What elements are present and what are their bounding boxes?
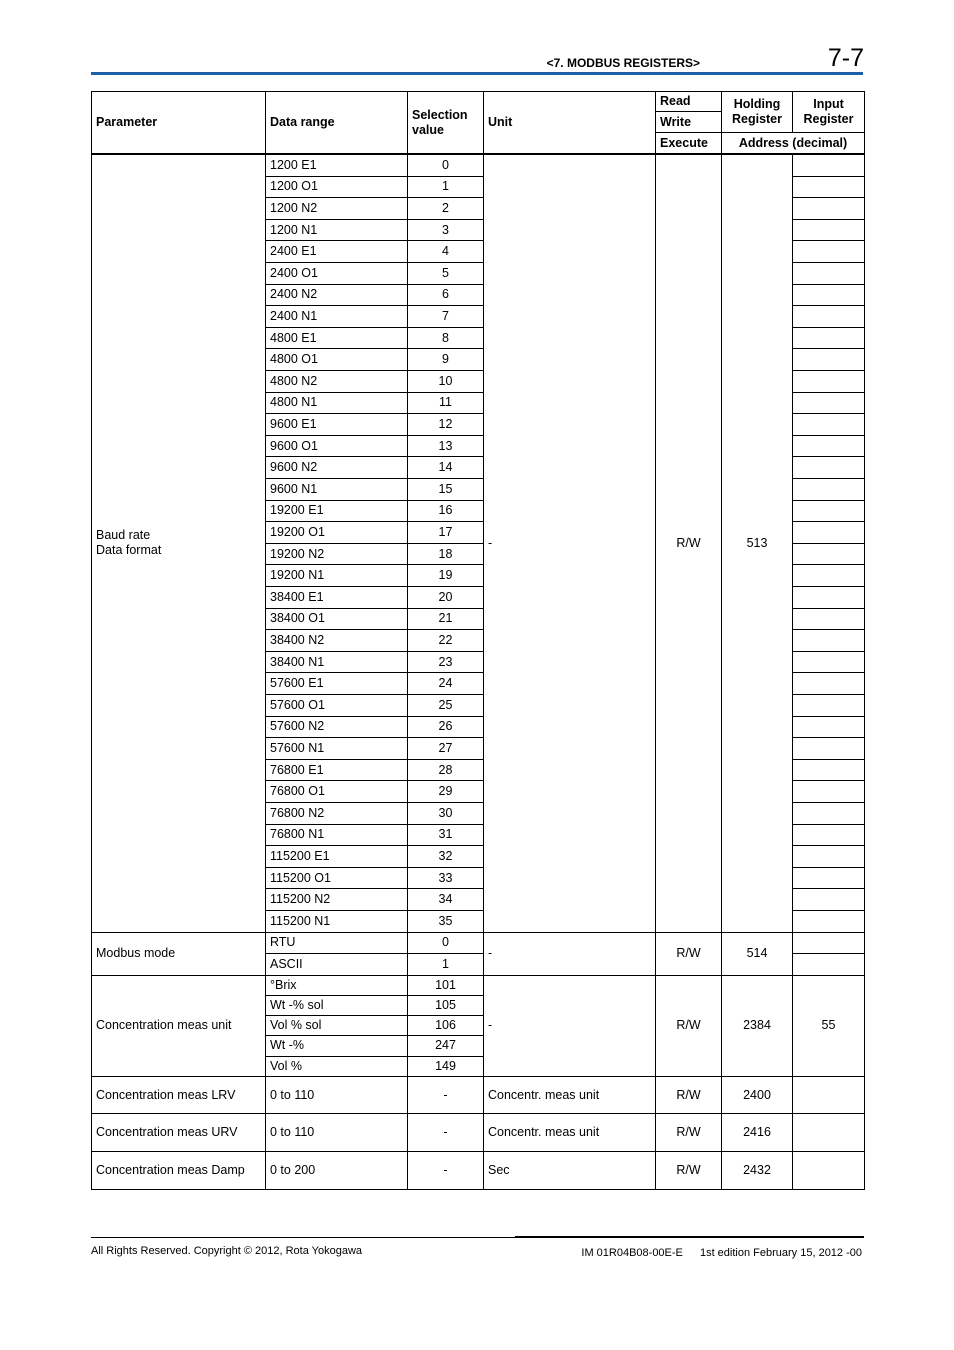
selection-value-cell: 2: [407, 197, 483, 219]
data-range-cell: 57600 O1: [265, 694, 407, 716]
data-range-cell: 9600 E1: [265, 413, 407, 435]
data-range-cell: 76800 N2: [265, 802, 407, 824]
data-range-cell: 2400 O1: [265, 262, 407, 284]
col-header-write: Write: [655, 111, 721, 132]
input-register-cell: [792, 564, 864, 586]
input-register-cell: [792, 392, 864, 414]
data-range-cell: 115200 N2: [265, 888, 407, 910]
input-register-cell: [792, 672, 864, 694]
input-register-cell: [792, 197, 864, 219]
data-range-cell: ASCII: [265, 953, 407, 975]
data-range-cell: 38400 N2: [265, 629, 407, 651]
selection-value-cell: 149: [407, 1056, 483, 1076]
input-register-cell: [792, 608, 864, 630]
data-range-cell: 1200 O1: [265, 176, 407, 198]
page-number: 7-7: [827, 44, 864, 72]
parameter-cell: Concentration meas Damp: [91, 1151, 265, 1190]
access-cell: R/W: [655, 1113, 721, 1151]
input-register-cell: [792, 456, 864, 478]
selection-value-cell: 7: [407, 305, 483, 327]
unit-cell: -: [483, 975, 655, 1076]
selection-value-cell: -: [407, 1113, 483, 1151]
data-range-cell: 38400 O1: [265, 608, 407, 630]
selection-value-cell: 24: [407, 672, 483, 694]
input-register-cell: [792, 240, 864, 262]
data-range-cell: 57600 N2: [265, 716, 407, 738]
data-range-cell: 2400 N2: [265, 284, 407, 306]
parameter-cell: [91, 975, 265, 1076]
selection-value-cell: 3: [407, 219, 483, 241]
unit-cell: Concentr. meas unit: [483, 1076, 655, 1114]
data-range-cell: 38400 N1: [265, 651, 407, 673]
copyright-text: All Rights Reserved. Copyright © 2012, Rota Yokogawa: [91, 1245, 363, 1257]
input-register-cell: [792, 802, 864, 824]
data-range-cell: 76800 N1: [265, 824, 407, 846]
col-header-input-register: Input Register: [792, 91, 864, 132]
data-range-cell: 4800 N2: [265, 370, 407, 392]
parameter-cell: Concentration meas URV: [91, 1113, 265, 1151]
selection-value-cell: 32: [407, 845, 483, 867]
data-range-cell: Vol %: [265, 1056, 407, 1076]
selection-value-cell: 247: [407, 1035, 483, 1055]
edition-text: 1st edition February 15, 2012 -00: [699, 1247, 862, 1259]
data-range-cell: RTU: [265, 932, 407, 954]
selection-value-cell: 105: [407, 995, 483, 1015]
data-range-cell: 57600 E1: [265, 672, 407, 694]
selection-value-cell: 16: [407, 500, 483, 522]
input-register-cell: 55: [792, 975, 864, 1076]
document-info: [567, 1247, 862, 1259]
input-register-cell: [792, 824, 864, 846]
input-register-cell: [792, 1151, 864, 1190]
input-register-cell: [792, 521, 864, 543]
selection-value-cell: 12: [407, 413, 483, 435]
parameter-name-line: Modbus mode: [96, 946, 176, 961]
col-header-holding-register: Holding Register: [721, 91, 792, 132]
input-register-cell: [792, 327, 864, 349]
header-rule: [91, 72, 863, 75]
selection-value-cell: 19: [407, 564, 483, 586]
selection-value-cell: 13: [407, 435, 483, 457]
input-register-cell: [792, 867, 864, 889]
access-cell: R/W: [655, 975, 721, 1076]
access-cell: R/W: [655, 932, 721, 975]
input-register-cell: [792, 370, 864, 392]
input-register-cell: [792, 953, 864, 975]
data-range-cell: 9600 N1: [265, 478, 407, 500]
selection-value-cell: 106: [407, 1015, 483, 1035]
data-range-cell: 0 to 110: [265, 1076, 407, 1114]
data-range-cell: 4800 N1: [265, 392, 407, 414]
input-register-cell: [792, 219, 864, 241]
selection-value-cell: -: [407, 1151, 483, 1190]
access-cell: R/W: [655, 1151, 721, 1190]
parameter-cell: [91, 154, 265, 932]
section-title: <7. MODBUS REGISTERS>: [546, 56, 700, 70]
input-register-cell: [792, 478, 864, 500]
selection-value-cell: 23: [407, 651, 483, 673]
selection-value-cell: 26: [407, 716, 483, 738]
selection-value-cell: 27: [407, 737, 483, 759]
holding-register-cell: 2416: [721, 1113, 792, 1151]
input-register-cell: [792, 780, 864, 802]
selection-value-cell: 8: [407, 327, 483, 349]
holding-register-cell: 2400: [721, 1076, 792, 1114]
holding-register-cell: 513: [721, 154, 792, 932]
data-range-cell: Wt -% sol: [265, 995, 407, 1015]
input-register-cell: [792, 694, 864, 716]
selection-value-cell: 0: [407, 932, 483, 954]
input-register-cell: [792, 629, 864, 651]
unit-cell: -: [483, 154, 655, 932]
input-register-cell: [792, 500, 864, 522]
input-register-cell: [792, 845, 864, 867]
unit-cell: Sec: [483, 1151, 655, 1190]
selection-value-cell: 22: [407, 629, 483, 651]
selection-value-cell: 28: [407, 759, 483, 781]
col-header-selection-value: Selection value: [407, 91, 483, 153]
data-range-cell: Wt -%: [265, 1035, 407, 1055]
input-register-cell: [792, 543, 864, 565]
col-header-execute: Execute: [655, 132, 721, 153]
table-border-right: [864, 91, 865, 1189]
input-register-cell: [792, 759, 864, 781]
document-id: IM 01R04B08-00E-E: [581, 1247, 683, 1259]
input-register-cell: [792, 154, 864, 176]
selection-value-cell: 1: [407, 953, 483, 975]
selection-value-cell: 11: [407, 392, 483, 414]
holding-register-cell: 2384: [721, 975, 792, 1076]
selection-value-cell: 34: [407, 888, 483, 910]
selection-value-cell: 31: [407, 824, 483, 846]
selection-value-cell: 29: [407, 780, 483, 802]
input-register-cell: [792, 1113, 864, 1151]
parameter-name-line: Concentration meas unit: [96, 1018, 232, 1033]
input-register-cell: [792, 435, 864, 457]
selection-value-cell: 18: [407, 543, 483, 565]
data-range-cell: 19200 N1: [265, 564, 407, 586]
data-range-cell: 115200 E1: [265, 845, 407, 867]
selection-value-cell: 1: [407, 176, 483, 198]
input-register-cell: [792, 737, 864, 759]
parameter-cell: Concentration meas LRV: [91, 1076, 265, 1114]
selection-value-cell: 17: [407, 521, 483, 543]
data-range-cell: 0 to 200: [265, 1151, 407, 1190]
input-register-cell: [792, 284, 864, 306]
data-range-cell: 38400 E1: [265, 586, 407, 608]
data-range-cell: 57600 N1: [265, 737, 407, 759]
unit-cell: Concentr. meas unit: [483, 1113, 655, 1151]
unit-cell: -: [483, 932, 655, 975]
data-range-cell: 76800 O1: [265, 780, 407, 802]
data-range-cell: 76800 E1: [265, 759, 407, 781]
selection-value-cell: -: [407, 1076, 483, 1114]
footer-rule-thick: [515, 1236, 864, 1238]
header-bottom-rule: [91, 153, 864, 154]
selection-value-cell: 6: [407, 284, 483, 306]
data-range-cell: Vol % sol: [265, 1015, 407, 1035]
selection-value-cell: 14: [407, 456, 483, 478]
data-range-cell: 115200 O1: [265, 867, 407, 889]
selection-value-cell: 25: [407, 694, 483, 716]
data-range-cell: 2400 N1: [265, 305, 407, 327]
parameter-cell: [91, 932, 265, 975]
input-register-cell: [792, 888, 864, 910]
data-range-cell: 1200 E1: [265, 154, 407, 176]
holding-register-cell: 514: [721, 932, 792, 975]
access-cell: R/W: [655, 154, 721, 932]
selection-value-cell: 33: [407, 867, 483, 889]
selection-value-cell: 9: [407, 348, 483, 370]
data-range-cell: 19200 O1: [265, 521, 407, 543]
data-range-cell: 115200 N1: [265, 910, 407, 932]
data-range-cell: 1200 N2: [265, 197, 407, 219]
input-register-cell: [792, 586, 864, 608]
input-register-cell: [792, 1076, 864, 1114]
input-register-cell: [792, 910, 864, 932]
data-range-cell: 4800 E1: [265, 327, 407, 349]
input-register-cell: [792, 716, 864, 738]
data-range-cell: 1200 N1: [265, 219, 407, 241]
selection-value-cell: 101: [407, 975, 483, 995]
data-range-cell: 2400 E1: [265, 240, 407, 262]
col-header-address: Address (decimal): [721, 132, 864, 153]
selection-value-cell: 10: [407, 370, 483, 392]
input-register-cell: [792, 305, 864, 327]
selection-value-cell: 35: [407, 910, 483, 932]
selection-value-cell: 15: [407, 478, 483, 500]
data-range-cell: 9600 O1: [265, 435, 407, 457]
col-header-data-range: Data range: [265, 91, 407, 153]
selection-value-cell: 21: [407, 608, 483, 630]
parameter-name-line: Data format: [96, 543, 162, 558]
holding-register-cell: 2432: [721, 1151, 792, 1190]
col-header-unit: Unit: [483, 91, 655, 153]
col-header-read: Read: [655, 91, 721, 111]
data-range-cell: 4800 O1: [265, 348, 407, 370]
data-range-cell: 9600 N2: [265, 456, 407, 478]
input-register-cell: [792, 932, 864, 954]
input-register-cell: [792, 413, 864, 435]
input-register-cell: [792, 262, 864, 284]
selection-value-cell: 0: [407, 154, 483, 176]
col-header-parameter: Parameter: [91, 91, 265, 153]
page-header: [0, 0, 954, 80]
access-cell: R/W: [655, 1076, 721, 1114]
data-range-cell: °Brix: [265, 975, 407, 995]
selection-value-cell: 4: [407, 240, 483, 262]
table-border-bottom: [91, 1189, 865, 1190]
footer-rule: [91, 1237, 515, 1238]
input-register-cell: [792, 651, 864, 673]
data-range-cell: 0 to 110: [265, 1113, 407, 1151]
data-range-cell: 19200 N2: [265, 543, 407, 565]
selection-value-cell: 5: [407, 262, 483, 284]
parameter-name-line: Baud rate: [96, 528, 151, 543]
selection-value-cell: 20: [407, 586, 483, 608]
input-register-cell: [792, 176, 864, 198]
data-range-cell: 19200 E1: [265, 500, 407, 522]
selection-value-cell: 30: [407, 802, 483, 824]
input-register-cell: [792, 348, 864, 370]
